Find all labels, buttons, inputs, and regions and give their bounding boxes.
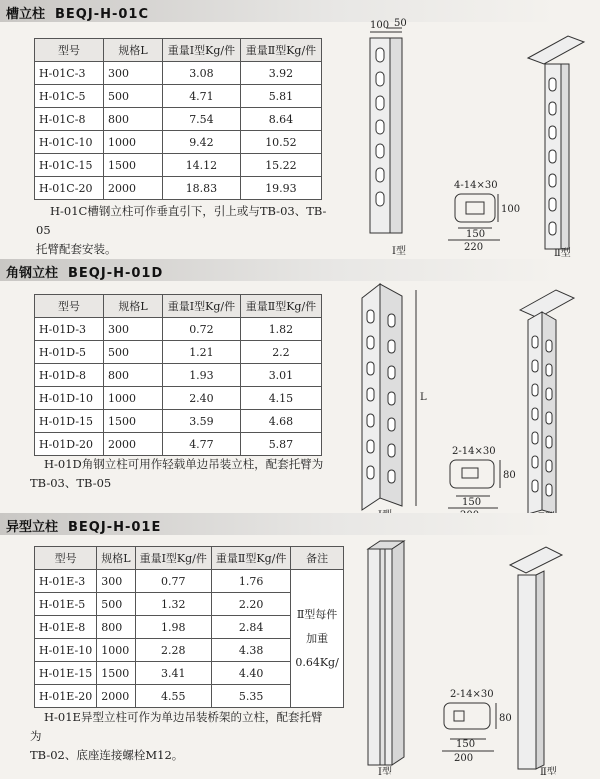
cell-length: 300 <box>97 570 135 593</box>
cell-weight-2: 4.38 <box>211 639 290 662</box>
cell-length: 500 <box>104 341 163 364</box>
cell-weight-2: 1.76 <box>211 570 290 593</box>
table-row <box>35 410 322 433</box>
col-header: 型号 <box>35 547 97 570</box>
cell-weight-1: 2.28 <box>135 639 211 662</box>
description-line: H-01E异型立柱可作为单边吊装桥架的立柱，配套托臂为 <box>30 710 323 743</box>
cell-weight-1: 4.71 <box>163 85 241 108</box>
cell-model: H-01E-8 <box>35 616 97 639</box>
cell-weight-1: 1.98 <box>135 616 211 639</box>
cell-weight-2: 4.68 <box>240 410 321 433</box>
note-cell <box>291 570 343 708</box>
cell-weight-2: 4.40 <box>211 662 290 685</box>
cell-weight-2: 10.52 <box>240 131 321 154</box>
col-header: 规格L <box>104 295 163 318</box>
table-row <box>35 154 322 177</box>
cell-length: 300 <box>104 318 163 341</box>
dim-label: 200 <box>454 753 474 764</box>
cell-model: H-01C-5 <box>35 85 104 108</box>
description-line: TB-02、底座连接螺栓M12。 <box>30 748 184 762</box>
description-angle <box>30 455 330 493</box>
col-header: 重量Ⅰ型Kg/件 <box>135 547 211 570</box>
cell-weight-1: 1.93 <box>163 364 241 387</box>
description-line: 托臂配套安装。 <box>36 242 117 256</box>
description-line: TB-03、TB-05 <box>30 476 112 490</box>
cell-weight-1: 4.77 <box>163 433 241 456</box>
cell-model: H-01D-10 <box>35 387 104 410</box>
dim-label: 80 <box>499 713 512 724</box>
dim-label: 100 <box>501 204 521 215</box>
dim-label: 4-14×30 <box>454 180 498 191</box>
type-label: Ⅱ型 <box>554 248 571 258</box>
section-title: 槽立柱 <box>6 7 46 22</box>
cell-weight-2: 4.15 <box>240 387 321 410</box>
cell-model: H-01C-8 <box>35 108 104 131</box>
type-label: Ⅱ型 <box>540 767 557 775</box>
col-header: 规格L <box>104 39 163 62</box>
section-code: BEQJ-H-01D <box>68 266 164 281</box>
col-header: 规格L <box>97 547 135 570</box>
cell-weight-2: 19.93 <box>240 177 321 200</box>
diagram-special-column <box>350 535 590 775</box>
cell-weight-1: 0.72 <box>163 318 241 341</box>
cell-length: 1000 <box>104 131 163 154</box>
table-row <box>35 108 322 131</box>
cell-weight-2: 2.20 <box>211 593 290 616</box>
cell-weight-1: 3.41 <box>135 662 211 685</box>
table-row <box>35 364 322 387</box>
cell-weight-2: 8.64 <box>240 108 321 131</box>
cell-weight-1: 3.08 <box>163 62 241 85</box>
cell-length: 800 <box>104 364 163 387</box>
cell-length: 2000 <box>104 433 163 456</box>
col-header: 重量Ⅱ型Kg/件 <box>240 295 321 318</box>
spec-table-channel <box>34 38 322 200</box>
description-line: H-01D角钢立柱可用作轻载单边吊装立柱，配套托臂为 <box>44 457 324 471</box>
table-row <box>35 570 344 593</box>
section-title: 角钢立柱 <box>6 266 59 281</box>
cell-model: H-01E-3 <box>35 570 97 593</box>
cell-length: 1000 <box>104 387 163 410</box>
dim-label: 80 <box>503 470 516 481</box>
note-line: 加重 <box>306 631 329 645</box>
cell-length: 2000 <box>97 685 135 708</box>
table-row <box>35 85 322 108</box>
cell-model: H-01D-8 <box>35 364 104 387</box>
cell-weight-1: 9.42 <box>163 131 241 154</box>
cell-weight-1: 14.12 <box>163 154 241 177</box>
cell-weight-1: 4.55 <box>135 685 211 708</box>
cell-weight-2: 2.2 <box>240 341 321 364</box>
section-code: BEQJ-H-01C <box>55 7 149 22</box>
dim-label: 2-14×30 <box>452 446 496 457</box>
dim-label: 150 <box>466 229 486 240</box>
spec-table-special <box>34 546 344 708</box>
diagram-channel-column <box>340 18 590 258</box>
cell-length: 1500 <box>104 410 163 433</box>
cell-model: H-01D-15 <box>35 410 104 433</box>
cell-model: H-01D-5 <box>35 341 104 364</box>
cell-weight-2: 5.35 <box>211 685 290 708</box>
cell-model: H-01D-20 <box>35 433 104 456</box>
col-header: 重量Ⅱ型Kg/件 <box>240 39 321 62</box>
type-label: Ⅰ型 <box>378 767 392 775</box>
dim-label: 2-14×30 <box>450 689 494 700</box>
section-header-special <box>0 513 560 535</box>
cell-weight-2: 5.87 <box>240 433 321 456</box>
cell-length: 1500 <box>97 662 135 685</box>
section-code: BEQJ-H-01E <box>68 520 162 535</box>
cell-model: H-01D-3 <box>35 318 104 341</box>
cell-weight-2: 15.22 <box>240 154 321 177</box>
cell-weight-1: 0.77 <box>135 570 211 593</box>
cell-weight-2: 3.01 <box>240 364 321 387</box>
cell-model: H-01C-15 <box>35 154 104 177</box>
description-line: H-01C槽钢立柱可作垂直引下，引上或与TB-03、TB-05 <box>36 204 327 237</box>
cell-length: 1000 <box>97 639 135 662</box>
cell-model: H-01E-20 <box>35 685 97 708</box>
cell-length: 2000 <box>104 177 163 200</box>
cell-weight-1: 3.59 <box>163 410 241 433</box>
dim-label: 150 <box>462 497 482 508</box>
cell-weight-2: 3.92 <box>240 62 321 85</box>
dim-label: 50 <box>394 18 407 29</box>
note-line: 0.64Kg/ <box>295 655 339 669</box>
cell-length: 500 <box>97 593 135 616</box>
cell-model: H-01E-5 <box>35 593 97 616</box>
diagram-angle-column <box>350 280 590 520</box>
cell-length: 300 <box>104 62 163 85</box>
dim-label: 150 <box>456 739 476 750</box>
cell-weight-2: 1.82 <box>240 318 321 341</box>
col-header: 重量Ⅰ型Kg/件 <box>163 39 241 62</box>
col-header: 备注 <box>291 547 343 570</box>
cell-weight-2: 2.84 <box>211 616 290 639</box>
cell-model: H-01C-10 <box>35 131 104 154</box>
cell-length: 1500 <box>104 154 163 177</box>
description-channel <box>36 202 336 259</box>
spec-table-angle <box>34 294 322 456</box>
cell-model: H-01E-10 <box>35 639 97 662</box>
cell-weight-2: 5.81 <box>240 85 321 108</box>
type-label: Ⅰ型 <box>392 246 406 257</box>
length-label: L <box>420 392 427 403</box>
cell-length: 800 <box>97 616 135 639</box>
dim-label: 220 <box>464 242 484 253</box>
table-row <box>35 433 322 456</box>
dim-label: 100 <box>370 20 390 31</box>
cell-weight-1: 2.40 <box>163 387 241 410</box>
table-row <box>35 341 322 364</box>
cell-model: H-01C-20 <box>35 177 104 200</box>
cell-weight-1: 1.21 <box>163 341 241 364</box>
description-special <box>30 708 330 765</box>
table-row <box>35 318 322 341</box>
table-row <box>35 62 322 85</box>
cell-model: H-01E-15 <box>35 662 97 685</box>
col-header: 型号 <box>35 295 104 318</box>
cell-weight-1: 1.32 <box>135 593 211 616</box>
col-header: 重量Ⅱ型Kg/件 <box>211 547 290 570</box>
cell-weight-1: 18.83 <box>163 177 241 200</box>
cell-weight-1: 7.54 <box>163 108 241 131</box>
section-title: 异型立柱 <box>6 520 59 535</box>
table-row <box>35 131 322 154</box>
col-header: 型号 <box>35 39 104 62</box>
note-line: Ⅱ型每件 <box>296 607 338 621</box>
col-header: 重量Ⅰ型Kg/件 <box>163 295 241 318</box>
cell-model: H-01C-3 <box>35 62 104 85</box>
table-row <box>35 177 322 200</box>
section-header-angle <box>0 259 560 281</box>
table-row <box>35 387 322 410</box>
cell-length: 800 <box>104 108 163 131</box>
cell-length: 500 <box>104 85 163 108</box>
